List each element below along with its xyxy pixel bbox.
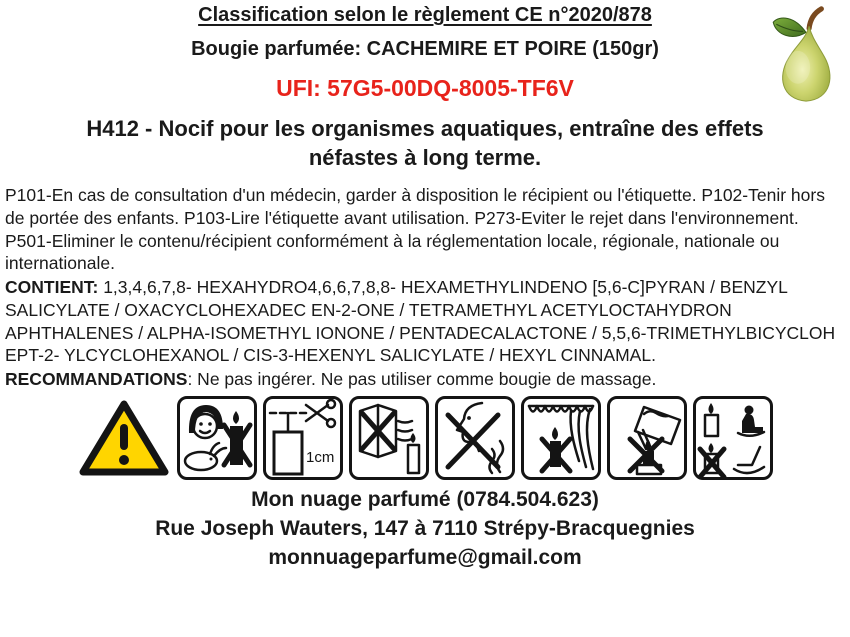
never-leave-burning-candle-unattended-icon [693, 396, 773, 480]
contains-label: CONTIENT: [5, 277, 99, 298]
ufi-code: UFI: 57G5-00DQ-8005-TF6V [276, 75, 574, 101]
trim-wick-to-1cm-icon [263, 396, 343, 480]
warning-triangle-icon [77, 396, 171, 480]
recommendations-label: RECOMMANDATIONS [5, 369, 188, 390]
hazard-statement-h412: H412 - Nocif pour les organismes aquatiques, entraîne des effets néfastes à long terme. [86, 116, 764, 170]
product-name: Bougie parfumée: CACHEMIRE ET POIRE (150gr) [191, 38, 659, 60]
label-body-text [5, 184, 845, 391]
precautions-text: P101-En cas de consultation d'un médecin, garder à disposition le récipient ou l'étiquette. P102-Tenir hors de portée des enfants. P103-Lire l'étiquette avant utilisation. P273-Eviter le rejet dans l'environnement. P501-Eliminer le contenu/récipient conformément à la réglementation locale, régionale, nationale ou internationale. [5, 185, 825, 274]
safety-pictogram-row [0, 394, 850, 482]
company-address: Rue Joseph Wauters, 147 à 7110 Strépy-Bracquegnies [155, 516, 695, 540]
trim-wick-length-label: 1cm [306, 448, 335, 466]
keep-away-children-and-pets-icon [177, 396, 257, 480]
company-name-phone: Mon nuage parfumé (0784.504.623) [251, 487, 599, 511]
precautionary-statements [5, 184, 845, 275]
keep-away-from-flammable-curtains-icon [521, 396, 601, 480]
do-not-extinguish-with-water-icon [607, 396, 687, 480]
avoid-drafts-icon [349, 396, 429, 480]
do-not-inhale-icon [435, 396, 515, 480]
pear-image [764, 3, 846, 107]
pear-stem [809, 9, 821, 28]
contains-text: 1,3,4,6,7,8- HEXAHYDRO4,6,6,7,8,8- HEXAMETHYLINDENO [5,6-C]PYRAN / BENZYL SALICYLATE / OXACYCLOHEXADEC EN-2-ONE / TETRAMETHYL ACETYLOCTAHYDRON APHTHALENES / ALPHA-ISOMETHYL IONONE / PENTADECALACTONE / 5,5,6-TRIMETHYLBICYCLOH EPT-2- YLCYCLOHEXANOL / CIS-3-HEXENYL SALICYLATE / HEXYL CINNAMAL. [5, 277, 836, 366]
pear-leaf [773, 18, 806, 36]
footer-contact-block [0, 486, 850, 573]
classification-title: Classification selon le règlement CE n°2020/878 [198, 4, 652, 26]
company-email: monnuageparfume@gmail.com [268, 545, 582, 569]
ingredients-paragraph [5, 276, 845, 367]
recommendations-paragraph [5, 368, 845, 391]
recommendations-text: : Ne pas ingérer. Ne pas utiliser comme bougie de massage. [187, 369, 657, 390]
